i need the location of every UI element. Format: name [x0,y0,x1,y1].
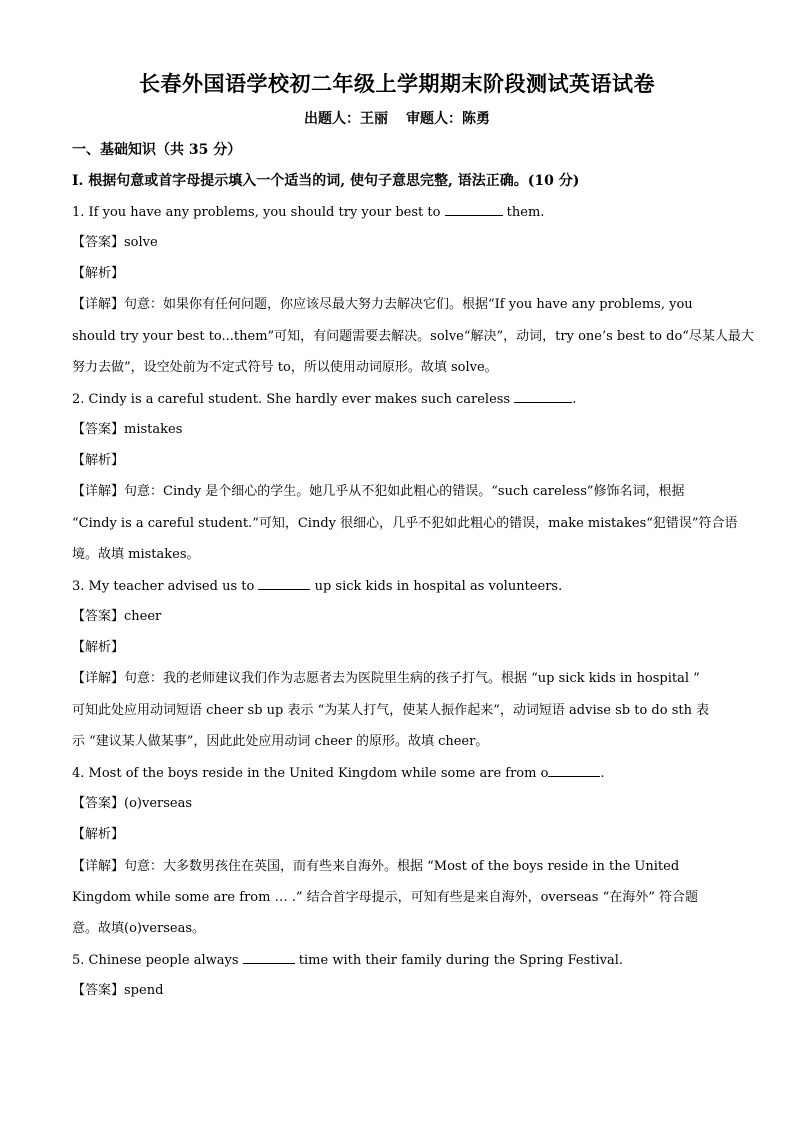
answer-blank [548,764,600,777]
detail-line: should try your best to...them”可知，有问题需要去解决。solve“解决”，动词，try one’s best to do“尽某人最大 [72,329,754,344]
answer-text: (o)verseas [124,796,193,811]
answer-text: spend [124,983,164,998]
answer-row: 【答案】cheer [72,609,162,624]
answer-row: 【答案】spend [72,983,164,998]
section-heading: 一、基础知识（共 35 分） [72,142,242,158]
question-1: 1. If you have any problems, you should try your best to them. [72,205,545,220]
detail-line: 意。故填(o)verseas。 [72,921,206,936]
analysis-label: 【解析】 [72,640,125,655]
answer-row: 【答案】mistakes [72,422,183,437]
detail-line: “Cindy is a careful student.”可知，Cindy 很细心，几乎不犯如此粗心的错误，make mistakes“犯错误”符合语 [72,516,738,531]
answer-text: solve [124,235,158,250]
detail-line: 【详解】句意：Cindy 是个细心的学生。她几乎从不犯如此粗心的错误。“such careless”修饰名词，根据 [72,484,685,499]
detail-line: 【详解】句意：我的老师建议我们作为志愿者去为医院里生病的孩子打气。根据 “up sick kids in hospital ” [72,671,700,686]
analysis-label: 【解析】 [72,453,125,468]
answer-blank [243,951,295,964]
question-4: 4. Most of the boys reside in the United Kingdom while some are from o . [72,766,605,781]
detail-line: Kingdom while some are from … .” 结合首字母提示，可知有些是来自海外，overseas “在海外” 符合题 [72,890,699,905]
answer-text: cheer [124,609,162,624]
answer-blank [445,203,503,216]
detail-line: 境。故填 mistakes。 [72,547,200,562]
detail-line: 努力去做”，设空处前为不定式符号 to，所以使用动词原形。故填 solve。 [72,360,498,375]
answer-row: 【答案】solve [72,235,158,250]
answer-blank [514,390,572,403]
part-heading: I. 根据句意或首字母提示填入一个适当的词, 使句子意思完整, 语法正确。(10 分) [72,173,580,189]
author-line [0,108,794,128]
detail-line: 【详解】句意：如果你有任何问题，你应该尽最大努力去解决它们。根据“If you have any problems, you [72,297,693,312]
detail-line: 【详解】句意：大多数男孩住在英国，而有些来自海外。根据 “Most of the boys reside in the United [72,859,680,874]
reviewer: 审题人：陈勇 [406,111,490,127]
question-2: 2. Cindy is a careful student. She hardly ever makes such careless . [72,392,577,407]
analysis-label: 【解析】 [72,266,125,281]
analysis-label: 【解析】 [72,827,125,842]
page-title: 长春外国语学校初二年级上学期期末阶段测试英语试卷 [139,71,655,96]
setter: 出题人：王丽 [304,111,388,127]
detail-line: 可知此处应用动词短语 cheer sb up 表示 “为某人打气，使某人振作起来”，动词短语 advise sb to do sth 表 [72,703,710,718]
question-3: 3. My teacher advised us to up sick kids in hospital as volunteers. [72,579,563,594]
answer-row: 【答案】(o)verseas [72,796,193,811]
detail-line: 示 “建议某人做某事”，因此此处应用动词 cheer 的原形。故填 cheer。 [72,734,489,749]
answer-text: mistakes [124,422,183,437]
question-5: 5. Chinese people always time with their family during the Spring Festival. [72,953,624,968]
answer-blank [258,577,310,590]
